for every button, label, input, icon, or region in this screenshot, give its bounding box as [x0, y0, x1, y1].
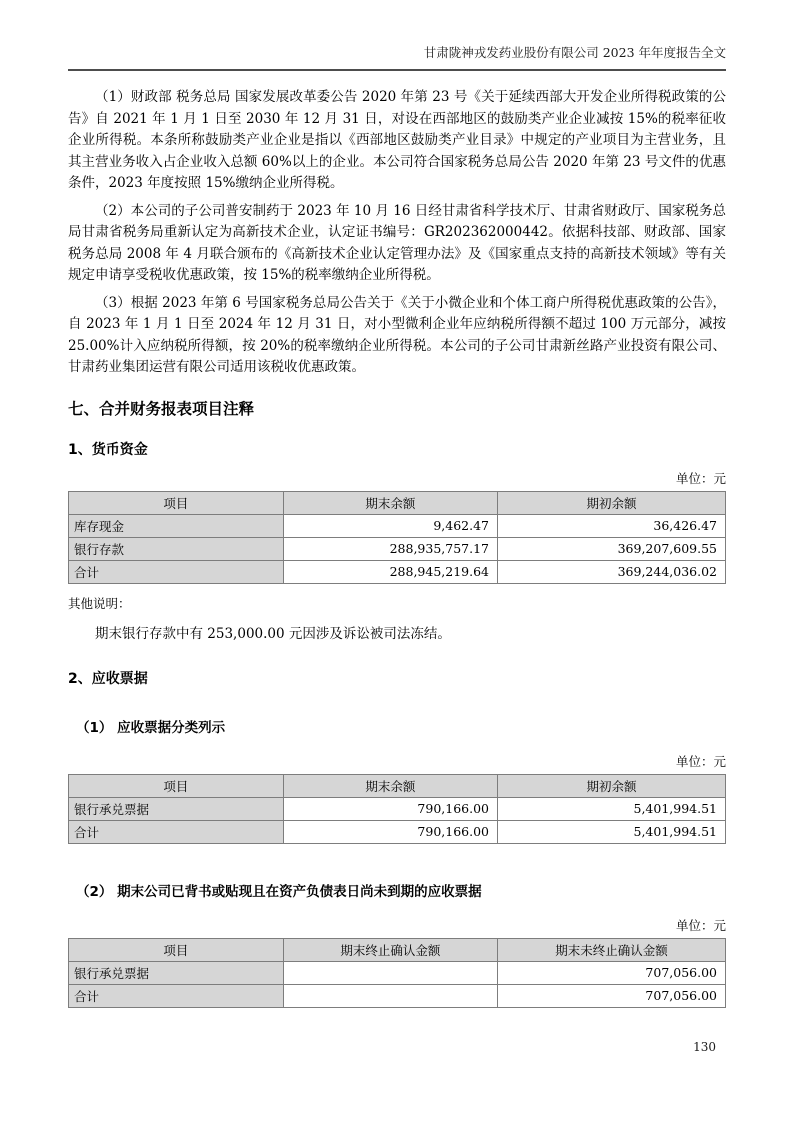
column-header: 期初余额: [498, 774, 726, 797]
column-header: 期末余额: [283, 774, 497, 797]
table-row: [69, 797, 726, 820]
table-row: [69, 961, 726, 984]
part-title-endorsed-notes: （2） 期末公司已背书或贴现且在资产负债表日尚未到期的应收票据: [76, 883, 482, 900]
header-rule: [68, 69, 726, 71]
endorsed-notes-table: [68, 938, 726, 1008]
value-cell: 288,945,219.64: [283, 560, 497, 583]
table-header-row: [69, 491, 726, 514]
value-cell: 369,207,609.55: [498, 537, 726, 560]
other-note-text: 期末银行存款中有 253,000.00 元因涉及诉讼被司法冻结。: [95, 625, 451, 642]
column-header: 期末未终止确认金额: [498, 938, 726, 961]
value-cell: 288,935,757.17: [283, 537, 497, 560]
column-header: 项目: [69, 774, 284, 797]
row-label-cell: 合计: [69, 984, 284, 1007]
column-header: 期末余额: [283, 491, 497, 514]
value-cell: 36,426.47: [498, 514, 726, 537]
page-number: 130: [693, 1040, 716, 1054]
unit-label-endorsed-notes: 单位：元: [675, 917, 726, 933]
other-note-label: 其他说明：: [68, 595, 131, 611]
tax-policy-paragraph-3: （3）根据 2023 年第 6 号国家税务总局公告关于《关于小微企业和个体工商户所得税优惠政策的公告》，自 2023 年 1 月 1 日至 2024 年 12 月 31 日，对小型微利企业年应纳税所得额不超过 100 万元部分，减按 25.00%计入应纳税所得额，按 20%的税率缴纳企业所得税。本公司的子公司甘肃新丝路产业投资有限公司、甘肃药业集团运营有限公司适用该税收优惠政策。: [68, 294, 726, 375]
section-title-consolidated-notes: 七、合并财务报表项目注释: [68, 399, 255, 418]
row-label-cell: 银行承兑票据: [69, 797, 284, 820]
tax-policy-paragraph-1: （1）财政部 税务总局 国家发展改革委公告 2020 年第 23 号《关于延续西部大开发企业所得税政策的公告》自 2021 年 1 月 1 日至 2030 年 12 月 31 日，对设在西部地区的鼓励类产业企业减按 15%的税率征收企业所得税。本条所称鼓励类产业企业是指以《西部地区鼓励类产业目录》中规定的产业项目为主营业务，且其主营业务收入占企业收入总额 60%以上的企业。本公司符合国家税务总局公告 2020 年第 23 号文件的优惠条件，2023 年度按照 15%缴纳企业所得税。: [68, 89, 726, 191]
table-row: [69, 560, 726, 583]
value-cell: 790,166.00: [283, 820, 497, 843]
table-header-row: [69, 774, 726, 797]
row-label-cell: 银行承兑票据: [69, 961, 284, 984]
table-row: [69, 984, 726, 1007]
subsection-title-monetary-funds: 1、货币资金: [68, 441, 148, 458]
value-cell: 369,244,036.02: [498, 560, 726, 583]
value-cell: [283, 961, 497, 984]
table-row: [69, 820, 726, 843]
table-row: [69, 514, 726, 537]
row-label-cell: 合计: [69, 560, 284, 583]
column-header: 期初余额: [498, 491, 726, 514]
column-header: 期末终止确认金额: [283, 938, 497, 961]
value-cell: 707,056.00: [498, 961, 726, 984]
notes-classification-table: [68, 774, 726, 844]
row-label-cell: 库存现金: [69, 514, 284, 537]
unit-label-notes-classification: 单位：元: [675, 753, 726, 769]
column-header: 项目: [69, 938, 284, 961]
value-cell: 790,166.00: [283, 797, 497, 820]
tax-policy-paragraph-2: （2）本公司的子公司普安制药于 2023 年 10 月 16 日经甘肃省科学技术厅、甘肃省财政厅、国家税务总局甘肃省税务局重新认定为高新技术企业，认定证书编号：GR202362000442。依据科技部、财政部、国家税务总局 2008 年 4 月联合颁布的《高新技术企业认定管理办法》及《国家重点支持的高新技术领域》等有关规定申请享受税收优惠政策，按 15%的税率缴纳企业所得税。: [68, 202, 726, 283]
monetary-funds-table: [68, 491, 726, 584]
page-header: [68, 44, 726, 61]
table-row: [69, 537, 726, 560]
row-label-cell: 合计: [69, 820, 284, 843]
value-cell: 707,056.00: [498, 984, 726, 1007]
part-title-notes-classification: （1） 应收票据分类列示: [76, 719, 226, 736]
report-title: 甘肃陇神戎发药业股份有限公司 2023 年年度报告全文: [423, 45, 726, 60]
value-cell: 5,401,994.51: [498, 820, 726, 843]
row-label-cell: 银行存款: [69, 537, 284, 560]
unit-label-monetary-funds: 单位：元: [675, 470, 726, 486]
value-cell: 9,462.47: [283, 514, 497, 537]
column-header: 项目: [69, 491, 284, 514]
table-header-row: [69, 938, 726, 961]
value-cell: 5,401,994.51: [498, 797, 726, 820]
subsection-title-notes-receivable: 2、应收票据: [68, 670, 148, 687]
value-cell: [283, 984, 497, 1007]
